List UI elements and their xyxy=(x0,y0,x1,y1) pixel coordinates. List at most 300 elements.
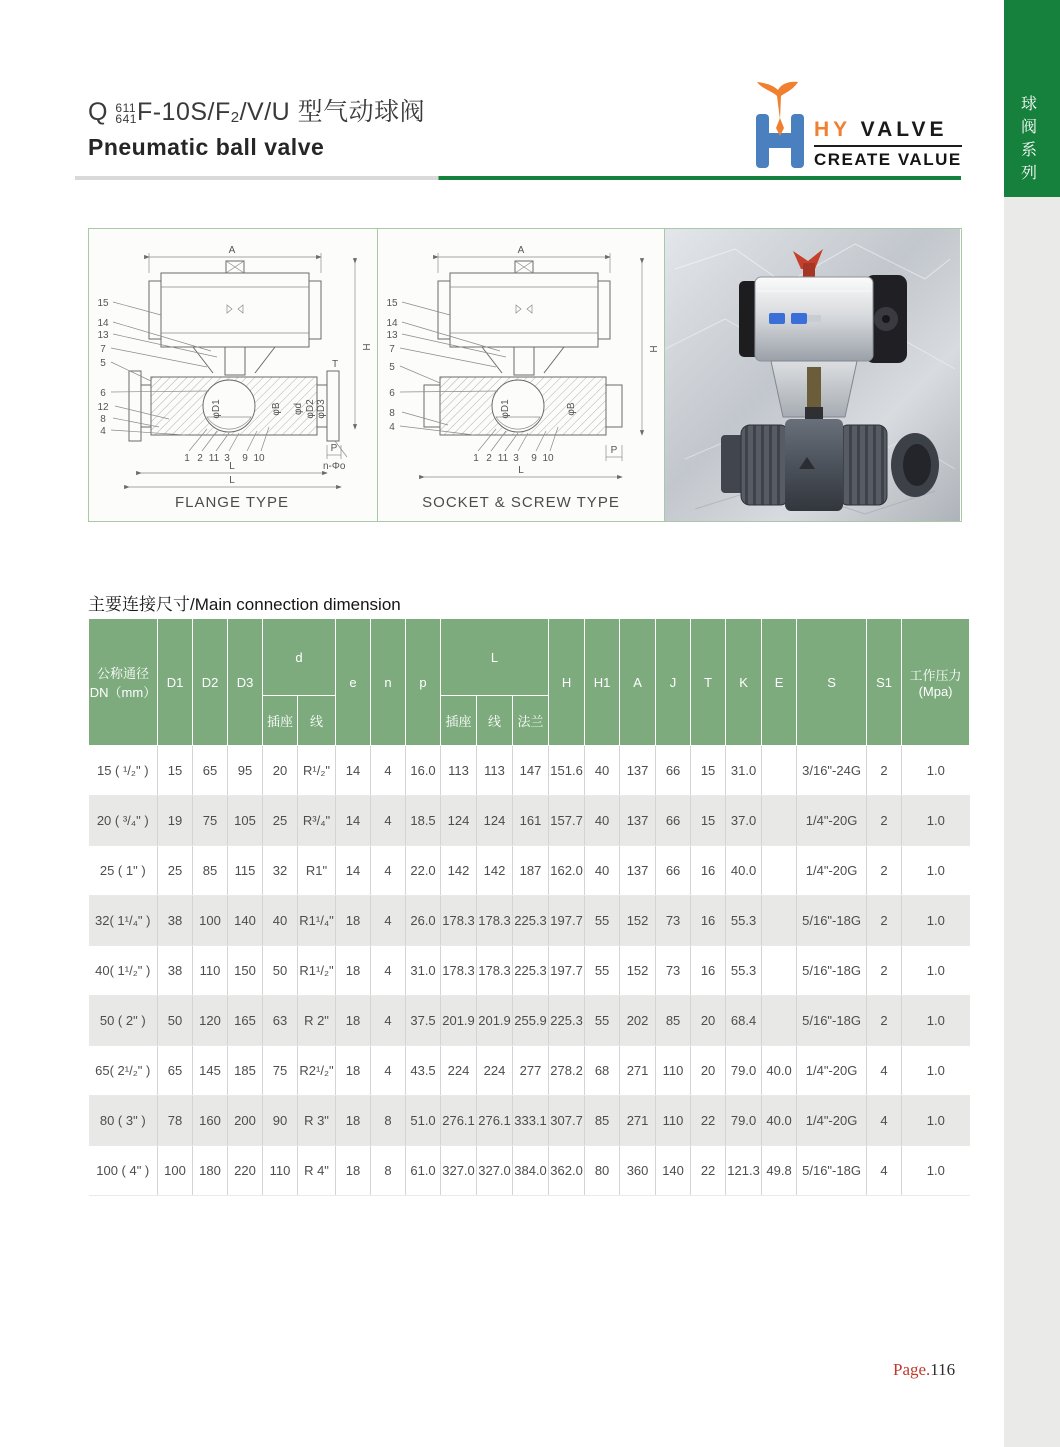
table-cell: 113 xyxy=(477,746,513,796)
callout: 14 xyxy=(386,318,398,329)
table-cell: 277 xyxy=(513,1046,549,1096)
table-cell: 20 xyxy=(691,1046,726,1096)
table-cell: 124 xyxy=(477,796,513,846)
model-tail: /V/U 型气动球阀 xyxy=(239,98,426,126)
col-header-pressure-unit: (Mpa) xyxy=(918,684,953,699)
socket-type-drawing xyxy=(378,229,663,521)
table-cell: 271 xyxy=(620,1096,656,1146)
table-cell: 22 xyxy=(691,1096,726,1146)
table-cell: 362.0 xyxy=(549,1146,585,1196)
table-cell: 16 xyxy=(691,846,726,896)
table-cell: 31.0 xyxy=(406,946,441,996)
callout: 4 xyxy=(100,426,106,437)
table-cell: 43.5 xyxy=(406,1046,441,1096)
hy-valve-logo xyxy=(750,80,962,172)
model-variant-bottom: 641 xyxy=(115,112,137,126)
table-cell: 110 xyxy=(193,946,228,996)
dim-label-l2: L xyxy=(229,475,235,486)
table-cell: 2 xyxy=(867,996,902,1046)
flange-type-drawing xyxy=(89,229,377,521)
page-title xyxy=(88,92,425,161)
table-cell: 15 ( ¹/₂" ) xyxy=(89,746,158,796)
table-cell: 2 xyxy=(867,846,902,896)
dim-label-bolt: n-Φo xyxy=(323,461,346,472)
valve-photo-illustration xyxy=(665,229,960,521)
table-cell: 200 xyxy=(228,1096,263,1146)
callout: 8 xyxy=(100,414,106,425)
logo-mark-icon xyxy=(750,80,810,172)
table-cell: 80 xyxy=(585,1146,620,1196)
table-cell: 16 xyxy=(691,946,726,996)
table-cell: 276.1 xyxy=(441,1096,477,1146)
callout: 6 xyxy=(389,388,395,399)
table-cell: 18 xyxy=(336,1146,371,1196)
col-header-l-flange: 法兰 xyxy=(513,696,549,746)
dimension-table-body xyxy=(89,746,970,1196)
col-header-pressure-cn: 工作压力 xyxy=(909,668,962,683)
callout: 10 xyxy=(542,453,554,464)
table-cell: 165 xyxy=(228,996,263,1046)
table-cell: 16 xyxy=(691,896,726,946)
table-cell: 26.0 xyxy=(406,896,441,946)
table-cell: 271 xyxy=(620,1046,656,1096)
table-cell: 152 xyxy=(620,946,656,996)
table-cell: 22.0 xyxy=(406,846,441,896)
table-cell: 95 xyxy=(228,746,263,796)
table-cell: 100 xyxy=(158,1146,193,1196)
model-mid: F-10S/F xyxy=(136,98,231,126)
table-cell: 50 xyxy=(158,996,193,1046)
table-cell: 140 xyxy=(228,896,263,946)
table-cell: 14 xyxy=(336,796,371,846)
table-cell: 1.0 xyxy=(902,1046,970,1096)
table-cell: 18 xyxy=(336,1046,371,1096)
page-edge-strip xyxy=(1004,197,1060,1447)
table-cell xyxy=(762,746,797,796)
callout: 11 xyxy=(497,453,509,464)
callout: 9 xyxy=(242,453,248,464)
logo-valve: VALVE xyxy=(860,118,948,141)
table-cell: 40 xyxy=(263,896,298,946)
table-cell: 8 xyxy=(371,1146,406,1196)
table-cell: 1/4"-20G xyxy=(797,1046,867,1096)
logo-tagline: CREATE VALUE xyxy=(814,150,962,169)
table-cell: 327.0 xyxy=(441,1146,477,1196)
model-title xyxy=(88,92,425,128)
table-cell: 19 xyxy=(158,796,193,846)
table-cell: 63 xyxy=(263,996,298,1046)
table-cell: 1.0 xyxy=(902,846,970,896)
table-cell: 38 xyxy=(158,896,193,946)
table-cell xyxy=(762,846,797,896)
col-header-n: n xyxy=(371,619,406,746)
dim-label-d1: φD1 xyxy=(500,399,511,419)
table-cell xyxy=(762,896,797,946)
table-cell: 185 xyxy=(228,1046,263,1096)
table-cell: 1/4"-20G xyxy=(797,846,867,896)
col-header-pressure xyxy=(902,619,970,746)
col-header-d-wire: 线 xyxy=(298,696,336,746)
table-cell: 255.9 xyxy=(513,996,549,1046)
table-cell: R1¹/₄" xyxy=(298,896,336,946)
table-cell: 145 xyxy=(193,1046,228,1096)
dimension-table xyxy=(88,618,970,1196)
table-row xyxy=(89,996,970,1046)
dim-label-p: P xyxy=(610,445,618,456)
table-cell: 66 xyxy=(656,796,691,846)
table-cell: 75 xyxy=(193,796,228,846)
table-cell: 178.3 xyxy=(477,896,513,946)
col-header-t: T xyxy=(691,619,726,746)
table-cell: 55 xyxy=(585,896,620,946)
dim-label-h: H xyxy=(360,343,371,351)
col-header-h: H xyxy=(549,619,585,746)
table-cell: 85 xyxy=(585,1096,620,1146)
table-cell: 85 xyxy=(656,996,691,1046)
callout: 1 xyxy=(473,453,479,464)
table-cell: 100 ( 4" ) xyxy=(89,1146,158,1196)
socket-type-figure xyxy=(378,228,665,522)
page-subtitle: Pneumatic ball valve xyxy=(88,134,325,160)
col-header-dn-cn: 公称通径 xyxy=(96,666,149,681)
table-cell: R¹/₂" xyxy=(298,746,336,796)
col-header-e: e xyxy=(336,619,371,746)
col-header-d-socket: 插座 xyxy=(263,696,298,746)
table-cell: 307.7 xyxy=(549,1096,585,1146)
table-cell: 55 xyxy=(585,946,620,996)
col-header-e2: E xyxy=(762,619,797,746)
table-cell: 201.9 xyxy=(441,996,477,1046)
table-cell: 40.0 xyxy=(726,846,762,896)
dim-label-b: φB xyxy=(566,402,577,416)
table-cell: 14 xyxy=(336,746,371,796)
table-cell: 2 xyxy=(867,946,902,996)
table-cell: 151.6 xyxy=(549,746,585,796)
callout: 3 xyxy=(224,453,230,464)
table-cell: R 4" xyxy=(298,1146,336,1196)
col-header-s: S xyxy=(797,619,867,746)
flange-type-figure xyxy=(88,228,378,522)
table-cell: 187 xyxy=(513,846,549,896)
col-header-s1: S1 xyxy=(867,619,902,746)
figures-row xyxy=(88,228,962,522)
dim-label-t: T xyxy=(332,359,339,370)
table-cell: 79.0 xyxy=(726,1096,762,1146)
table-row xyxy=(89,1096,970,1146)
table-cell: 79.0 xyxy=(726,1046,762,1096)
table-cell: 5/16"-18G xyxy=(797,946,867,996)
table-cell: 100 xyxy=(193,896,228,946)
table-cell: 50 ( 2" ) xyxy=(89,996,158,1046)
table-cell: 4 xyxy=(371,796,406,846)
callout: 9 xyxy=(531,453,537,464)
col-header-d-group: d xyxy=(263,619,336,696)
table-cell: 18.5 xyxy=(406,796,441,846)
table-cell: 85 xyxy=(193,846,228,896)
table-row xyxy=(89,1046,970,1096)
table-cell: 201.9 xyxy=(477,996,513,1046)
table-cell: 80 ( 3" ) xyxy=(89,1096,158,1146)
callout: 5 xyxy=(389,362,395,373)
model-prefix: Q xyxy=(88,98,108,126)
table-cell: 137 xyxy=(620,846,656,896)
table-cell: 22 xyxy=(691,1146,726,1196)
table-cell: 65 xyxy=(193,746,228,796)
table-cell: 140 xyxy=(656,1146,691,1196)
table-cell: 25 xyxy=(158,846,193,896)
table-cell: 110 xyxy=(656,1096,691,1146)
table-cell: 37.5 xyxy=(406,996,441,1046)
col-header-dn xyxy=(89,619,158,746)
table-cell: 202 xyxy=(620,996,656,1046)
table-cell: 68 xyxy=(585,1046,620,1096)
table-cell: 276.1 xyxy=(477,1096,513,1146)
table-cell: 32( 1¹/₄" ) xyxy=(89,896,158,946)
table-cell: 113 xyxy=(441,746,477,796)
table-cell: 178.3 xyxy=(441,946,477,996)
table-cell: 4 xyxy=(371,746,406,796)
callout: 2 xyxy=(486,453,492,464)
callout: 13 xyxy=(386,330,398,341)
table-cell: 3/16"-24G xyxy=(797,746,867,796)
dim-label-b: φB xyxy=(271,402,282,416)
table-cell: 360 xyxy=(620,1146,656,1196)
table-cell: 5/16"-18G xyxy=(797,1146,867,1196)
series-label: 球阀系列 xyxy=(1018,95,1036,187)
table-row xyxy=(89,946,970,996)
table-cell: 161 xyxy=(513,796,549,846)
table-cell: 1.0 xyxy=(902,746,970,796)
table-cell: 4 xyxy=(371,1046,406,1096)
table-cell: 68.4 xyxy=(726,996,762,1046)
table-cell: 121.3 xyxy=(726,1146,762,1196)
figure-caption: FLANGE TYPE xyxy=(174,494,290,511)
dim-label-a: A xyxy=(228,245,236,256)
table-cell: 90 xyxy=(263,1096,298,1146)
figure-caption: SOCKET & SCREW TYPE xyxy=(422,494,620,511)
table-cell: 1.0 xyxy=(902,896,970,946)
table-cell: R1¹/₂" xyxy=(298,946,336,996)
table-cell: 333.1 xyxy=(513,1096,549,1146)
table-cell: 40 xyxy=(585,796,620,846)
table-cell: 16.0 xyxy=(406,746,441,796)
page-label: Page. xyxy=(893,1360,931,1379)
dim-label-d2: φD2 xyxy=(305,399,316,419)
table-cell: 220 xyxy=(228,1146,263,1196)
table-cell: 1.0 xyxy=(902,996,970,1046)
table-cell: R 3" xyxy=(298,1096,336,1146)
col-header-d2: D2 xyxy=(193,619,228,746)
callout: 12 xyxy=(97,402,109,413)
callout: 11 xyxy=(208,453,220,464)
table-cell: 32 xyxy=(263,846,298,896)
table-cell: 162.0 xyxy=(549,846,585,896)
col-header-l-wire: 线 xyxy=(477,696,513,746)
col-header-l-socket: 插座 xyxy=(441,696,477,746)
table-cell: 20 xyxy=(263,746,298,796)
table-cell: 66 xyxy=(656,746,691,796)
table-cell: 18 xyxy=(336,896,371,946)
table-cell: 384.0 xyxy=(513,1146,549,1196)
table-cell: 225.3 xyxy=(549,996,585,1046)
dim-label-d: φd xyxy=(293,402,304,416)
table-cell: 137 xyxy=(620,746,656,796)
table-cell: R1" xyxy=(298,846,336,896)
table-cell: 18 xyxy=(336,996,371,1046)
table-cell: 61.0 xyxy=(406,1146,441,1196)
table-cell: 2 xyxy=(867,796,902,846)
callout: 7 xyxy=(100,344,106,355)
table-cell: 110 xyxy=(263,1146,298,1196)
dim-label-p: P xyxy=(330,443,338,454)
table-cell: 40 xyxy=(585,846,620,896)
logo-hy: HY xyxy=(814,118,851,141)
callout: 13 xyxy=(97,330,109,341)
page-number xyxy=(893,1360,955,1380)
section-title: 主要连接尺寸/Main connection dimension xyxy=(88,595,401,614)
table-cell: 73 xyxy=(656,896,691,946)
table-cell: 180 xyxy=(193,1146,228,1196)
table-cell: 160 xyxy=(193,1096,228,1146)
table-cell: 4 xyxy=(867,1046,902,1096)
callout: 10 xyxy=(253,453,265,464)
table-cell: 137 xyxy=(620,796,656,846)
table-cell xyxy=(762,946,797,996)
table-cell: 5/16"-18G xyxy=(797,896,867,946)
table-cell: 5/16"-18G xyxy=(797,996,867,1046)
table-cell: 152 xyxy=(620,896,656,946)
table-cell: 15 xyxy=(158,746,193,796)
table-cell: 1.0 xyxy=(902,796,970,846)
table-cell: 55.3 xyxy=(726,946,762,996)
table-cell: 8 xyxy=(371,1096,406,1146)
table-cell: 38 xyxy=(158,946,193,996)
model-subscript: 2 xyxy=(230,109,240,126)
callout: 4 xyxy=(389,422,395,433)
dim-label-l: L xyxy=(518,465,524,476)
callout: 14 xyxy=(97,318,109,329)
col-header-a: A xyxy=(620,619,656,746)
table-cell: 4 xyxy=(867,1146,902,1196)
table-row xyxy=(89,1146,970,1196)
col-header-dn-en: DN（mm） xyxy=(89,685,157,700)
table-cell: 15 xyxy=(691,796,726,846)
col-header-l-group: L xyxy=(441,619,549,696)
table-cell xyxy=(762,996,797,1046)
table-cell: 65( 2¹/₂" ) xyxy=(89,1046,158,1096)
dim-label-d3: φD3 xyxy=(316,399,327,419)
table-cell: 110 xyxy=(656,1046,691,1096)
table-cell: 225.3 xyxy=(513,946,549,996)
callout: 5 xyxy=(100,358,106,369)
table-cell: 1.0 xyxy=(902,1096,970,1146)
table-cell: 18 xyxy=(336,1096,371,1146)
table-cell: 40( 1¹/₂" ) xyxy=(89,946,158,996)
col-header-k: K xyxy=(726,619,762,746)
model-variants xyxy=(115,103,137,125)
callout: 8 xyxy=(389,408,395,419)
table-cell: 147 xyxy=(513,746,549,796)
callout: 1 xyxy=(184,453,190,464)
table-row xyxy=(89,796,970,846)
table-cell: 2 xyxy=(867,746,902,796)
table-cell: 75 xyxy=(263,1046,298,1096)
table-cell: 197.7 xyxy=(549,946,585,996)
table-cell: 25 xyxy=(263,796,298,846)
table-cell: 40 xyxy=(585,746,620,796)
table-cell: 14 xyxy=(336,846,371,896)
table-cell: 55.3 xyxy=(726,896,762,946)
table-cell: 55 xyxy=(585,996,620,1046)
table-cell: 1.0 xyxy=(902,1146,970,1196)
dim-label-d1: φD1 xyxy=(211,399,222,419)
table-cell: 224 xyxy=(477,1046,513,1096)
table-cell: 115 xyxy=(228,846,263,896)
table-cell: 4 xyxy=(371,946,406,996)
series-tab xyxy=(1004,0,1060,197)
table-cell: 4 xyxy=(371,996,406,1046)
table-cell: 20 ( ³/₄" ) xyxy=(89,796,158,846)
table-cell: 142 xyxy=(477,846,513,896)
page-value: 116 xyxy=(930,1360,956,1379)
dim-label-h: H xyxy=(647,345,658,353)
table-cell: 73 xyxy=(656,946,691,996)
callout: 7 xyxy=(389,344,395,355)
table-cell: 40.0 xyxy=(762,1046,797,1096)
table-cell: 124 xyxy=(441,796,477,846)
logo-wordmark xyxy=(814,118,962,147)
table-cell: 66 xyxy=(656,846,691,896)
table-cell: R2¹/₂" xyxy=(298,1046,336,1096)
table-cell: 37.0 xyxy=(726,796,762,846)
table-row xyxy=(89,896,970,946)
col-header-j: J xyxy=(656,619,691,746)
table-cell: 278.2 xyxy=(549,1046,585,1096)
col-header-d1: D1 xyxy=(158,619,193,746)
table-cell: 2 xyxy=(867,896,902,946)
callout: 3 xyxy=(513,453,519,464)
table-cell: R³/₄" xyxy=(298,796,336,846)
table-cell: 78 xyxy=(158,1096,193,1146)
table-cell: 65 xyxy=(158,1046,193,1096)
col-header-h1: H1 xyxy=(585,619,620,746)
table-cell: 51.0 xyxy=(406,1096,441,1146)
table-cell: 4 xyxy=(867,1096,902,1146)
table-cell: R 2" xyxy=(298,996,336,1046)
callout: 2 xyxy=(197,453,203,464)
table-cell: 178.3 xyxy=(441,896,477,946)
table-cell: 120 xyxy=(193,996,228,1046)
table-cell: 225.3 xyxy=(513,896,549,946)
table-cell: 197.7 xyxy=(549,896,585,946)
col-header-d3: D3 xyxy=(228,619,263,746)
callout: 6 xyxy=(100,388,106,399)
table-row xyxy=(89,746,970,796)
table-cell: 25 ( 1" ) xyxy=(89,846,158,896)
table-cell: 327.0 xyxy=(477,1146,513,1196)
table-cell: 40.0 xyxy=(762,1096,797,1146)
table-cell xyxy=(762,796,797,846)
header-divider xyxy=(75,176,961,180)
table-cell: 4 xyxy=(371,846,406,896)
table-cell: 31.0 xyxy=(726,746,762,796)
table-row xyxy=(89,846,970,896)
table-cell: 50 xyxy=(263,946,298,996)
table-cell: 1/4"-20G xyxy=(797,796,867,846)
table-cell: 20 xyxy=(691,996,726,1046)
table-cell: 4 xyxy=(371,896,406,946)
dim-label-a: A xyxy=(517,245,525,256)
